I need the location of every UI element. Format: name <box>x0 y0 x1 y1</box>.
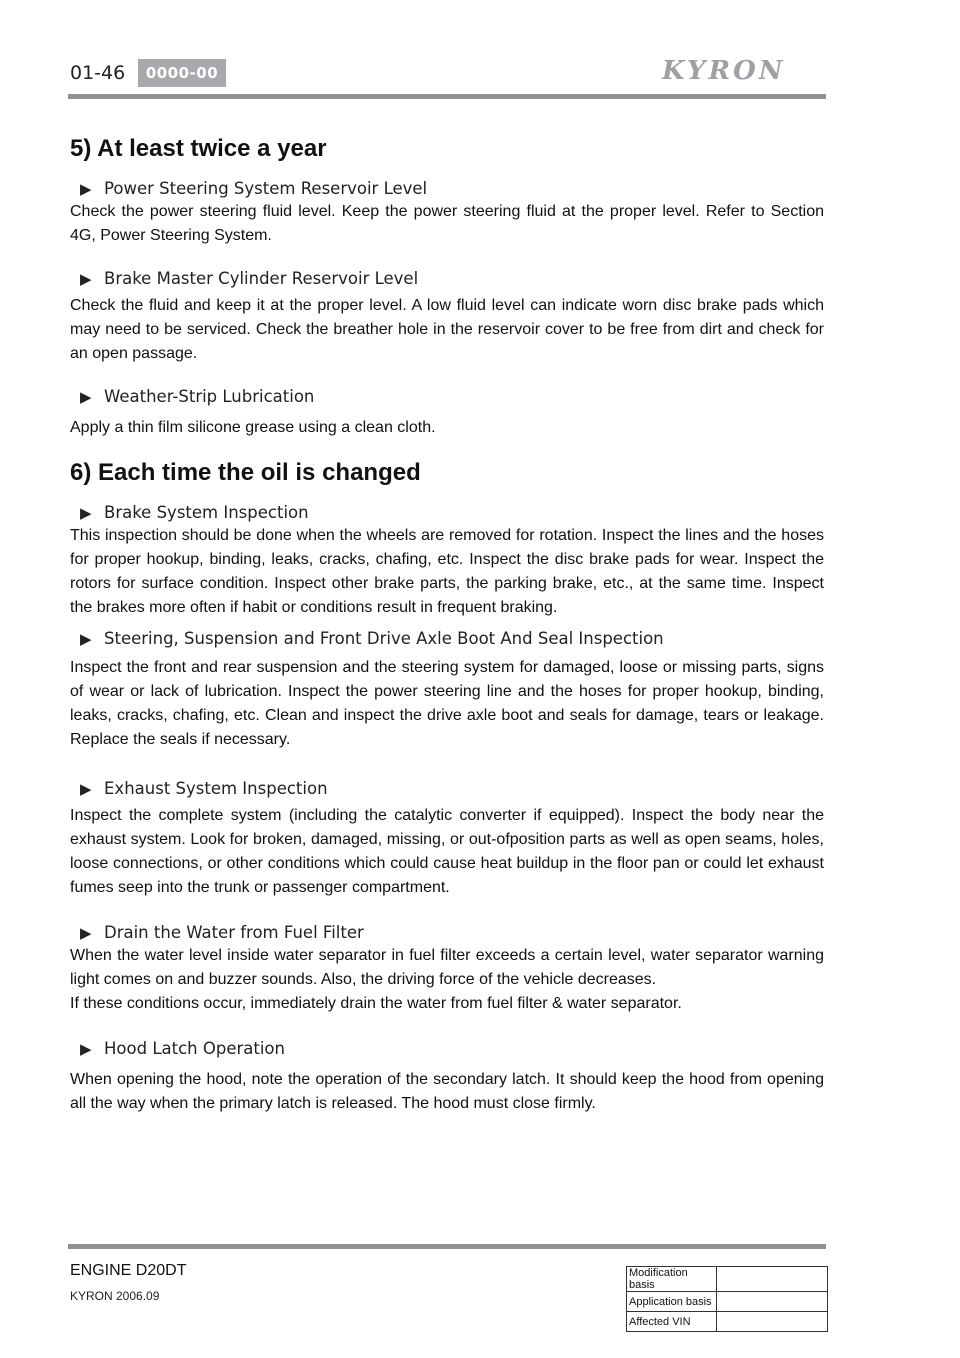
page-header <box>0 0 960 110</box>
triangle-bullet-icon: ▶ <box>80 780 92 798</box>
list-item <box>70 268 824 366</box>
item-paragraph: Check the fluid and keep it at the proper level. A low fluid level can indicate worn disc brake pads which may need to be serviced. Check the breather hole in the reservoir cover to be free from dirt and check for an open passage. <box>70 297 824 362</box>
triangle-bullet-icon: ▶ <box>80 180 92 198</box>
basis-label: Affected VIN <box>627 1312 717 1332</box>
triangle-bullet-icon: ▶ <box>80 630 92 648</box>
item-title: ▶ Brake Master Cylinder Reservoir Level <box>80 269 419 288</box>
list-item <box>70 386 824 440</box>
item-title: ▶ Weather-Strip Lubrication <box>80 387 315 406</box>
kyron-logo: KYRON <box>662 56 786 86</box>
list-item <box>70 778 824 900</box>
item-title: ▶ Power Steering System Reservoir Level <box>80 179 428 198</box>
item-paragraph: When the water level inside water separator in fuel filter exceeds a certain level, water separator warning light comes on and buzzer sounds. Also, the driving force of the vehicle decreases. <box>70 947 824 988</box>
item-paragraph: Inspect the front and rear suspension and the steering system for damaged, loose or missing parts, signs of wear or lack of lubrication. Inspect the power steering line and the hoses for proper hookup, binding, leaks, cracks, chafing, etc. Clean and inspect the drive axle boot and seals for damage, tears or leakage. Replace the seals if necessary. <box>70 659 824 748</box>
table-row <box>627 1312 828 1332</box>
basis-value <box>717 1267 828 1292</box>
basis-value <box>717 1312 828 1332</box>
footer-engine-label: ENGINE D20DT <box>70 1262 187 1279</box>
item-title: ▶ Hood Latch Operation <box>80 1039 285 1058</box>
table-row <box>627 1267 828 1292</box>
item-paragraph: If these conditions occur, immediately drain the water from fuel filter & water separator. <box>70 995 682 1012</box>
page-content <box>70 132 824 1116</box>
footer-model-label: KYRON 2006.09 <box>70 1289 160 1303</box>
list-item <box>70 628 824 752</box>
item-paragraph: This inspection should be done when the wheels are removed for rotation. Inspect the lines and the hoses for proper hookup, binding, leaks, cracks, chafing, etc. Inspect the disc brake pads for wear. Inspect the rotors for surface condition. Inspect other brake parts, the parking brake, etc., at the same time. Inspect the brakes more often if habit or conditions result in frequent braking. <box>70 527 824 616</box>
list-item <box>70 178 824 248</box>
basis-table <box>626 1266 828 1332</box>
item-title: ▶ Drain the Water from Fuel Filter <box>80 923 364 942</box>
item-paragraph: Check the power steering fluid level. Keep the power steering fluid at the proper level. Refer to Section 4G, Power Steering System. <box>70 203 824 244</box>
basis-label: Application basis <box>627 1292 717 1312</box>
section-code-badge: 0000-00 <box>138 59 226 87</box>
triangle-bullet-icon: ▶ <box>80 504 92 522</box>
item-title: ▶ Brake System Inspection <box>80 503 309 522</box>
section-heading: 6) Each time the oil is changed <box>70 459 421 486</box>
list-item <box>70 922 824 1016</box>
item-paragraph: Apply a thin film silicone grease using a clean cloth. <box>70 419 436 436</box>
triangle-bullet-icon: ▶ <box>80 924 92 942</box>
item-title: ▶ Steering, Suspension and Front Drive Axle Boot And Seal Inspection <box>80 629 664 648</box>
header-divider <box>68 94 826 99</box>
basis-value <box>717 1292 828 1312</box>
triangle-bullet-icon: ▶ <box>80 388 92 406</box>
page-number: 01-46 <box>70 62 126 84</box>
triangle-bullet-icon: ▶ <box>80 1040 92 1058</box>
section-heading: 5) At least twice a year <box>70 135 327 162</box>
list-item <box>70 1038 824 1116</box>
item-paragraph: When opening the hood, note the operation of the secondary latch. It should keep the hood from opening all the way when the primary latch is released. The hood must close firmly. <box>70 1071 824 1112</box>
item-title: ▶ Exhaust System Inspection <box>80 779 328 798</box>
basis-label: Modification basis <box>627 1267 717 1292</box>
footer-divider <box>68 1244 826 1249</box>
item-paragraph: Inspect the complete system (including the catalytic converter if equipped). Inspect the body near the exhaust system. Look for broken, damaged, missing, or out-ofposition parts as well as open seams, holes, loose connections, or other conditions which could cause heat buildup in the floor pan or could let exhaust fumes seep into the trunk or passenger compartment. <box>70 807 824 896</box>
table-row <box>627 1292 828 1312</box>
triangle-bullet-icon: ▶ <box>80 270 92 288</box>
list-item <box>70 502 824 620</box>
